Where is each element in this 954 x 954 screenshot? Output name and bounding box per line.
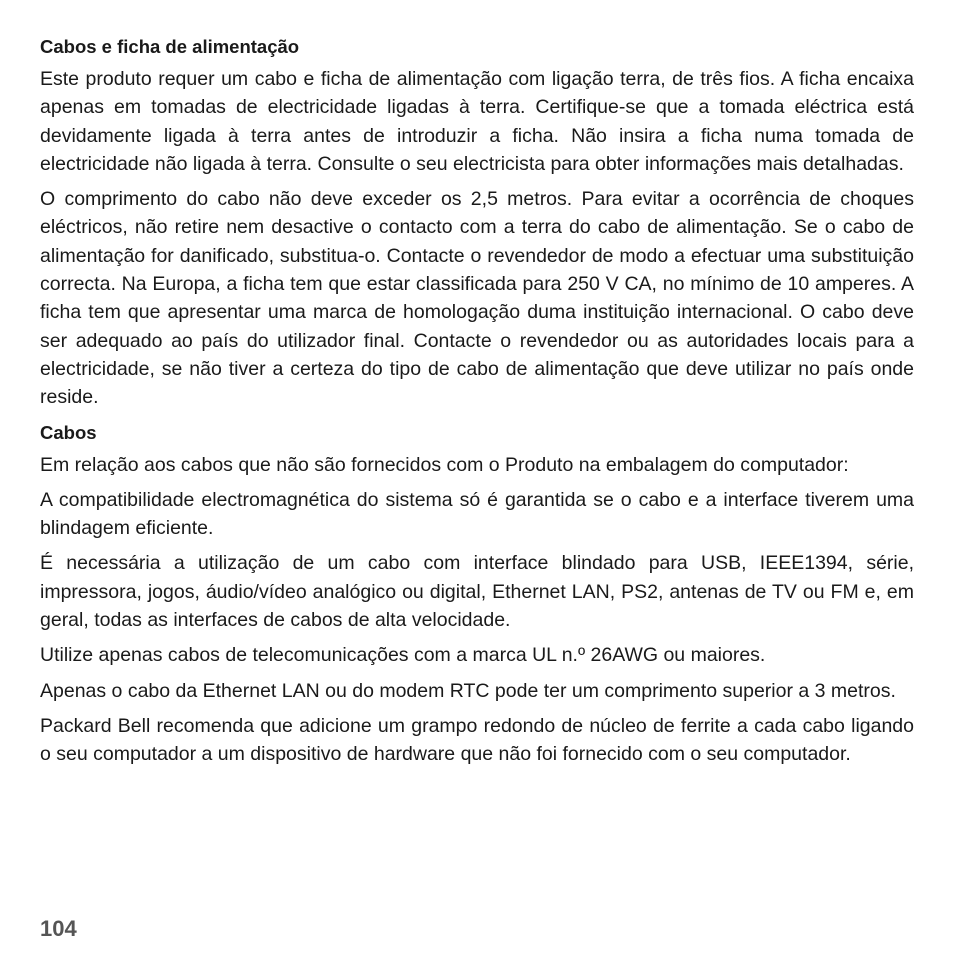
paragraph: Apenas o cabo da Ethernet LAN ou do modem RTC pode ter um comprimento superior a 3 metros. xyxy=(40,679,896,702)
paragraph: O comprimento do cabo não deve exceder os 2,5 metros. Para evitar a ocorrência de choques eléctricos, não retire nem desactive o contacto com a terra do cabo de alimentação. Se o cabo de alimentação for danificado, substitua-o. Contacte o revendedor de modo a efectuar uma substituição correcta. Na Europa, a ficha tem que estar classificada para 250 V CA, no mínimo de 10 amperes. A ficha tem que apresentar uma marca de homologação duma instituição internacional. O cabo deve ser adequado ao país do utilizador final. Contacte o revendedor ou as autoridades locais para a electricidade, se não tiver a certeza do tipo de cabo de alimentação que deve utilizar no país onde reside. xyxy=(40,188,914,409)
paragraph: Utilize apenas cabos de telecomunicações com a marca UL n.º 26AWG ou maiores. xyxy=(40,644,766,667)
section-cables xyxy=(40,419,914,769)
section-heading: Cabos xyxy=(40,421,97,443)
paragraph: Em relação aos cabos que não são fornecidos com o Produto na embalagem do computador: xyxy=(40,453,849,476)
paragraph: Este produto requer um cabo e ficha de alimentação com ligação terra, de três fios. A ficha encaixa apenas em tomadas de electricidade ligadas à terra. Certifique-se que a tomada eléctrica está devidamente ligada à terra antes de introduzir a ficha. Não insira a ficha numa tomada de electricidade não ligada à terra. Consulte o seu electricista para obter informações mais detalhadas. xyxy=(40,68,914,175)
document-page xyxy=(40,33,914,776)
paragraph: É necessária a utilização de um cabo com interface blindado para USB, IEEE1394, série, impressora, jogos, áudio/vídeo analógico ou digital, Ethernet LAN, PS2, antenas de TV ou FM e, em geral, todas as interfaces de cabos de alta velocidade. xyxy=(40,552,914,632)
page-number: 104 xyxy=(40,916,77,941)
section-power-cord xyxy=(40,33,914,412)
paragraph: A compatibilidade electromagnética do sistema só é garantida se o cabo e a interface tiverem uma blindagem eficiente. xyxy=(40,488,914,540)
section-heading: Cabos e ficha de alimentação xyxy=(40,36,300,57)
paragraph: Packard Bell recomenda que adicione um grampo redondo de núcleo de ferrite a cada cabo ligando o seu computador a um dispositivo de hardware que não foi fornecido com o seu computador. xyxy=(40,714,914,766)
